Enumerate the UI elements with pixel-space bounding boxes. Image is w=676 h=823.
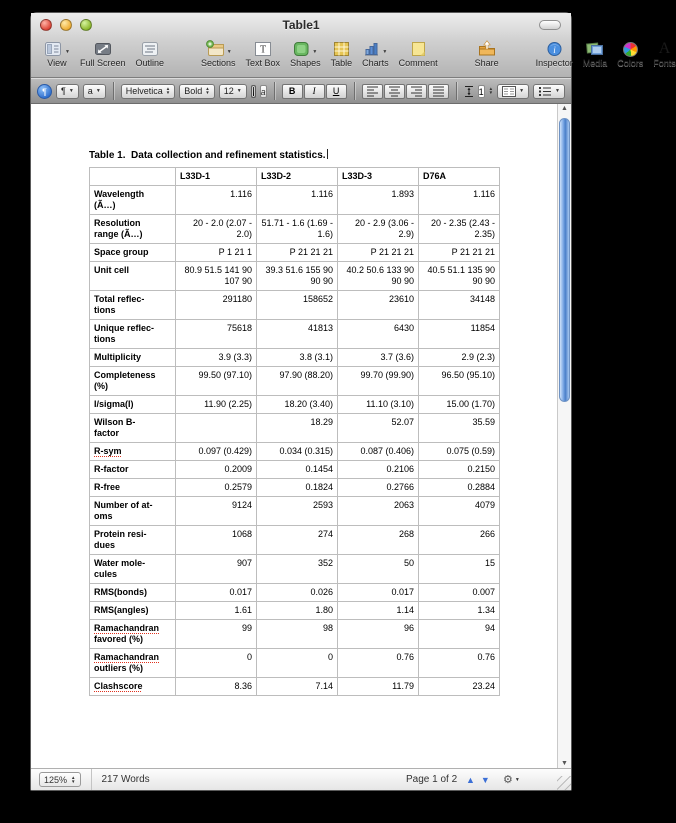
- table-row: [90, 396, 500, 414]
- table-row: [90, 678, 500, 696]
- toolbar-item-label: Fonts: [653, 58, 676, 68]
- table-cell[interactable]: P 21 21 21: [419, 244, 500, 262]
- toolbar-item-label: Share: [474, 58, 499, 68]
- separator: [91, 769, 92, 790]
- table-cell[interactable]: 3.7 (3.6): [338, 349, 419, 367]
- text-box-icon: [254, 41, 272, 57]
- table-cell[interactable]: 2063: [338, 497, 419, 526]
- row-label-cell[interactable]: I/sigma(I): [90, 396, 176, 414]
- highlight-color-well[interactable]: a: [260, 86, 266, 97]
- table-row: [90, 461, 500, 479]
- row-label-cell[interactable]: Number of at- oms: [90, 497, 176, 526]
- page[interactable]: [89, 149, 500, 696]
- table-cell[interactable]: 1.116: [419, 186, 500, 215]
- table-cell[interactable]: 20 - 2.0 (2.07 - 2.0): [176, 215, 257, 244]
- char-style-label: a: [87, 86, 93, 96]
- align-left-icon: [366, 85, 379, 97]
- row-label-cell[interactable]: RMS(angles): [90, 602, 176, 620]
- word-count[interactable]: 217 Words: [101, 774, 150, 785]
- row-label-cell[interactable]: Protein resi- dues: [90, 526, 176, 555]
- table-cell[interactable]: 8.36: [176, 678, 257, 696]
- table-cell[interactable]: 99.50 (97.10): [176, 367, 257, 396]
- text-cursor: [327, 149, 328, 159]
- table-cell[interactable]: 0.034 (0.315): [257, 443, 338, 461]
- toolbar-item-media[interactable]: [583, 38, 608, 68]
- table-cell[interactable]: 3.9 (3.3): [176, 349, 257, 367]
- row-label-cell[interactable]: Clashscore: [90, 678, 176, 696]
- next-page-button[interactable]: ▼: [480, 774, 490, 785]
- font-family-value: Helvetica: [125, 86, 163, 96]
- paragraph-style-icon[interactable]: ¶: [37, 84, 52, 99]
- toolbar-item-outline[interactable]: [135, 38, 164, 68]
- table-cell[interactable]: 20 - 2.9 (3.06 - 2.9): [338, 215, 419, 244]
- app-window: [30, 12, 676, 791]
- table-cell[interactable]: 98: [257, 620, 338, 649]
- svg-text:T: T: [259, 44, 266, 56]
- toolbar-item-comment[interactable]: [399, 38, 438, 68]
- table-cell[interactable]: 0.76: [419, 649, 500, 678]
- table-cell[interactable]: 268: [338, 526, 419, 555]
- toolbar-item-label: Media: [582, 58, 608, 68]
- row-label-cell[interactable]: Water mole- cules: [90, 555, 176, 584]
- toolbar-item-inspector[interactable]: [536, 38, 573, 68]
- align-left-button[interactable]: [362, 84, 383, 99]
- table-cell[interactable]: 0.2579: [176, 479, 257, 497]
- document-area: [31, 104, 571, 768]
- fonts-icon: A: [658, 40, 671, 57]
- table-cell[interactable]: 99.70 (99.90): [338, 367, 419, 396]
- toolbar-item-label: Text Box: [245, 58, 281, 68]
- table-cell[interactable]: 0.087 (0.406): [338, 443, 419, 461]
- table-row: [90, 291, 500, 320]
- chevron-down-icon: ▼: [382, 49, 388, 55]
- columns-icon: [502, 86, 516, 97]
- table-row: [90, 526, 500, 555]
- window-title: Table1: [282, 18, 320, 32]
- chevron-down-icon: ▼: [312, 49, 318, 55]
- stepper-icon: ▲ ▼: [205, 86, 210, 95]
- align-right-button[interactable]: [406, 84, 427, 99]
- table-row: [90, 367, 500, 396]
- align-center-icon: [388, 85, 401, 97]
- zoom-button[interactable]: [80, 19, 92, 31]
- table-cell[interactable]: 40.5 51.1 135 90 90 90: [419, 262, 500, 291]
- table-cell[interactable]: 0.026: [257, 584, 338, 602]
- table-cell[interactable]: 52.07: [338, 414, 419, 443]
- table-cell[interactable]: 18.29: [257, 414, 338, 443]
- toolbar-item-table[interactable]: [331, 38, 353, 68]
- toolbar-item-text-box[interactable]: [246, 38, 281, 68]
- table-column-header[interactable]: D76A: [419, 168, 500, 186]
- row-label-cell[interactable]: R-factor: [90, 461, 176, 479]
- table-icon: [333, 41, 350, 57]
- stats-table[interactable]: [89, 167, 500, 696]
- italic-button[interactable]: I: [304, 84, 325, 99]
- table-cell[interactable]: 1068: [176, 526, 257, 555]
- chevron-down-icon: ▼: [236, 88, 242, 94]
- table-row: [90, 602, 500, 620]
- table-cell[interactable]: 34148: [419, 291, 500, 320]
- window-chrome: [31, 13, 676, 78]
- table-row: [90, 244, 500, 262]
- table-cell[interactable]: 23610: [338, 291, 419, 320]
- table-cell[interactable]: 1.34: [419, 602, 500, 620]
- table-cell[interactable]: 9124: [176, 497, 257, 526]
- align-justify-button[interactable]: [428, 84, 449, 99]
- table-cell[interactable]: 50: [338, 555, 419, 584]
- title-bar[interactable]: [31, 13, 571, 37]
- table-cell[interactable]: P 21 21 21: [338, 244, 419, 262]
- chevron-down-icon: ▼: [65, 49, 70, 55]
- table-cell[interactable]: 15: [419, 555, 500, 584]
- table-cell[interactable]: 94: [419, 620, 500, 649]
- table-row: [90, 215, 500, 244]
- list-styles-menu[interactable]: [533, 84, 565, 99]
- toolbar-item-label: Shapes: [290, 58, 321, 68]
- share-icon: [477, 40, 497, 57]
- table-cell[interactable]: 99: [176, 620, 257, 649]
- separator: [354, 82, 355, 100]
- row-label-cell[interactable]: Wavelength (Ã…): [90, 186, 176, 215]
- paragraph-menu-label: ¶: [61, 86, 66, 96]
- table-cell[interactable]: 0.097 (0.429): [176, 443, 257, 461]
- toolbar-item-fonts[interactable]: [653, 38, 676, 68]
- status-bar: [31, 768, 571, 790]
- font-family-select[interactable]: [121, 84, 175, 99]
- toolbar-item-shapes[interactable]: [290, 38, 321, 68]
- zoom-level-value: 125%: [44, 774, 68, 785]
- table-cell[interactable]: 11.90 (2.25): [176, 396, 257, 414]
- table-cell[interactable]: 1.80: [257, 602, 338, 620]
- row-label-cell[interactable]: RMS(bonds): [90, 584, 176, 602]
- scroll-up-arrow-icon[interactable]: ▲: [561, 105, 568, 112]
- table-cell[interactable]: 3.8 (3.1): [257, 349, 338, 367]
- table-cell[interactable]: 96: [338, 620, 419, 649]
- table-row: [90, 349, 500, 367]
- previous-page-button[interactable]: ▲: [466, 774, 475, 785]
- toolbar-item-label: Sections: [201, 58, 236, 68]
- table-row: [90, 649, 500, 678]
- table-cell[interactable]: 1.61: [176, 602, 257, 620]
- table-cell[interactable]: P 21 21 21: [257, 244, 338, 262]
- full-screen-icon: [94, 41, 112, 57]
- table-cell[interactable]: 97.90 (88.20): [257, 367, 338, 396]
- table-cell[interactable]: 274: [257, 526, 338, 555]
- table-cell[interactable]: 0.017: [176, 584, 257, 602]
- close-button[interactable]: [40, 19, 52, 31]
- list-icon: [538, 86, 552, 97]
- chevron-down-icon: ▼: [519, 88, 525, 94]
- resize-grip[interactable]: [557, 776, 571, 790]
- sections-icon: [205, 40, 225, 57]
- row-label-cell[interactable]: Wilson B- factor: [90, 414, 176, 443]
- table-cell[interactable]: 0.76: [338, 649, 419, 678]
- align-justify-icon: [432, 85, 445, 97]
- vertical-scrollbar[interactable]: [557, 104, 571, 768]
- line-spacing-icon: [464, 85, 474, 98]
- table-cell[interactable]: 35.59: [419, 414, 500, 443]
- chevron-down-icon: ▼: [514, 776, 520, 783]
- zoom-control[interactable]: [39, 772, 81, 787]
- row-label-cell[interactable]: Resolution range (Ã…): [90, 215, 176, 244]
- media-icon: [585, 41, 605, 57]
- toolbar-item-colors[interactable]: [617, 38, 643, 68]
- table-cell[interactable]: 6430: [338, 320, 419, 349]
- charts-icon: [363, 41, 380, 57]
- table-row: [90, 620, 500, 649]
- toolbar-item-share[interactable]: [475, 38, 499, 68]
- table-cell[interactable]: 39.3 51.6 155 90 90 90: [257, 262, 338, 291]
- table-cell[interactable]: 0.2884: [419, 479, 500, 497]
- table-caption[interactable]: [89, 149, 500, 161]
- toolbar-toggle-button[interactable]: [539, 20, 561, 30]
- zoom-stepper[interactable]: ▲ ▼: [71, 774, 76, 784]
- table-cell[interactable]: 0.2766: [338, 479, 419, 497]
- row-label-cell[interactable]: Ramachandran favored (%): [90, 620, 176, 649]
- table-cell[interactable]: 15.00 (1.70): [419, 396, 500, 414]
- chevron-down-icon: ▼: [95, 88, 101, 94]
- chevron-down-icon: ▼: [226, 49, 232, 55]
- table-cell[interactable]: 11.10 (3.10): [338, 396, 419, 414]
- table-cell[interactable]: 0.2150: [419, 461, 500, 479]
- table-row: [90, 262, 500, 291]
- toolbar-item-label: View: [47, 58, 67, 68]
- table-cell[interactable]: [176, 414, 257, 443]
- toolbar-item-view[interactable]: [44, 38, 70, 68]
- table-row: [90, 555, 500, 584]
- text-color-well[interactable]: [251, 85, 256, 98]
- table-cell[interactable]: 4079: [419, 497, 500, 526]
- view-icon: [44, 41, 63, 57]
- table-row: [90, 414, 500, 443]
- row-label-cell[interactable]: R-sym: [90, 443, 176, 461]
- toolbar-item-charts[interactable]: [362, 38, 389, 68]
- toolbar-item-label: Outline: [135, 58, 165, 68]
- line-spacing-stepper[interactable]: ▲ ▼: [488, 86, 494, 95]
- svg-text:i: i: [552, 44, 556, 55]
- table-row: [90, 320, 500, 349]
- table-cell[interactable]: 40.2 50.6 133 90 90 90: [338, 262, 419, 291]
- separator: [113, 82, 114, 100]
- chevron-down-icon: ▼: [68, 88, 74, 94]
- page-indicator: Page 1 of 2: [406, 774, 458, 785]
- table-cell[interactable]: 7.14: [257, 678, 338, 696]
- table-row: [90, 497, 500, 526]
- table-row: [90, 443, 500, 461]
- table-cell[interactable]: 51.71 - 1.6 (1.69 - 1.6): [257, 215, 338, 244]
- table-row: [90, 479, 500, 497]
- table-cell[interactable]: 0: [257, 649, 338, 678]
- toolbar-item-label: Inspector: [535, 58, 573, 68]
- table-row: [90, 584, 500, 602]
- table-cell[interactable]: 0: [176, 649, 257, 678]
- font-style-value: Bold: [184, 86, 203, 96]
- table-cell[interactable]: 0.017: [338, 584, 419, 602]
- table-header-row: [90, 168, 500, 186]
- row-label-cell[interactable]: Unique reflec- tions: [90, 320, 176, 349]
- stepper-icon: ▲ ▼: [165, 86, 171, 95]
- table-body: [90, 186, 500, 696]
- table-cell[interactable]: 1.893: [338, 186, 419, 215]
- paragraph-styles-menu[interactable]: [56, 84, 79, 99]
- toolbar-item-label: Full Screen: [79, 58, 126, 68]
- toolbar-item-label: Comment: [398, 58, 438, 68]
- align-right-icon: [410, 85, 423, 97]
- table-cell[interactable]: 0.075 (0.59): [419, 443, 500, 461]
- line-spacing-value[interactable]: 1: [478, 86, 484, 97]
- underline-button[interactable]: U: [326, 84, 347, 99]
- gear-icon: ⚙: [503, 774, 513, 786]
- separator: [274, 82, 275, 100]
- table-cell[interactable]: 96.50 (95.10): [419, 367, 500, 396]
- row-label-cell[interactable]: Total reflec- tions: [90, 291, 176, 320]
- table-corner-header[interactable]: [90, 168, 176, 186]
- row-label-cell[interactable]: Ramachandran outliers (%): [90, 649, 176, 678]
- format-bar: [31, 78, 571, 104]
- table-cell[interactable]: P 1 21 1: [176, 244, 257, 262]
- shapes-icon: [293, 41, 310, 57]
- font-size-combo[interactable]: [219, 84, 247, 99]
- scrollbar-thumb[interactable]: [559, 118, 570, 402]
- table-cell[interactable]: 2.9 (2.3): [419, 349, 500, 367]
- toolbar-item-label: Colors: [617, 58, 644, 68]
- table-cell[interactable]: 0.2009: [176, 461, 257, 479]
- table-cell[interactable]: 80.9 51.5 141 90 107 90: [176, 262, 257, 291]
- table-cell[interactable]: 11854: [419, 320, 500, 349]
- row-label-cell[interactable]: Unit cell: [90, 262, 176, 291]
- chevron-down-icon: ▼: [555, 88, 560, 94]
- inspector-icon: [546, 41, 563, 57]
- separator: [456, 82, 457, 100]
- table-cell[interactable]: 75618: [176, 320, 257, 349]
- traffic-lights: [40, 19, 92, 31]
- toolbar: [31, 37, 676, 77]
- table-cell[interactable]: 0.007: [419, 584, 500, 602]
- table-cell[interactable]: 266: [419, 526, 500, 555]
- table-caption-text: Table 1. Data collection and refinement statistics.: [89, 150, 326, 161]
- columns-menu[interactable]: [497, 84, 529, 99]
- table-cell[interactable]: 0.1824: [257, 479, 338, 497]
- table-row: [90, 186, 500, 215]
- table-column-header[interactable]: L33D-1: [176, 168, 257, 186]
- table-column-header[interactable]: L33D-2: [257, 168, 338, 186]
- row-label-cell[interactable]: Space group: [90, 244, 176, 262]
- bold-button[interactable]: B: [282, 84, 303, 99]
- table-cell[interactable]: 1.116: [176, 186, 257, 215]
- toolbar-item-label: Table: [330, 58, 353, 68]
- table-cell[interactable]: 23.24: [419, 678, 500, 696]
- scroll-down-arrow-icon[interactable]: ▼: [561, 760, 568, 767]
- table-cell[interactable]: 1.14: [338, 602, 419, 620]
- table-cell[interactable]: 291180: [176, 291, 257, 320]
- table-cell[interactable]: 158652: [257, 291, 338, 320]
- table-cell[interactable]: 0.2106: [338, 461, 419, 479]
- table-cell[interactable]: 1.116: [257, 186, 338, 215]
- page-actions-menu[interactable]: [503, 773, 520, 786]
- table-cell[interactable]: 0.1454: [257, 461, 338, 479]
- outline-icon: [141, 41, 159, 57]
- colors-icon: [623, 42, 638, 57]
- toolbar-item-label: Charts: [362, 58, 389, 68]
- toolbar-item-sections[interactable]: [201, 38, 236, 68]
- table-cell[interactable]: 11.79: [338, 678, 419, 696]
- row-label-cell[interactable]: R-free: [90, 479, 176, 497]
- font-size-value: 12: [223, 86, 234, 96]
- table-cell[interactable]: 20 - 2.35 (2.43 - 2.35): [419, 215, 500, 244]
- table-cell[interactable]: 352: [257, 555, 338, 584]
- row-label-cell[interactable]: Multiplicity: [90, 349, 176, 367]
- font-style-select[interactable]: [179, 84, 214, 99]
- table-column-header[interactable]: L33D-3: [338, 168, 419, 186]
- table-cell[interactable]: 18.20 (3.40): [257, 396, 338, 414]
- table-cell[interactable]: 907: [176, 555, 257, 584]
- table-cell[interactable]: 41813: [257, 320, 338, 349]
- character-styles-menu[interactable]: [83, 84, 106, 99]
- align-center-button[interactable]: [384, 84, 405, 99]
- comment-icon: [410, 41, 427, 57]
- table-cell[interactable]: 2593: [257, 497, 338, 526]
- minimize-button[interactable]: [60, 19, 72, 31]
- row-label-cell[interactable]: Completeness (%): [90, 367, 176, 396]
- toolbar-item-full-screen[interactable]: [80, 38, 126, 68]
